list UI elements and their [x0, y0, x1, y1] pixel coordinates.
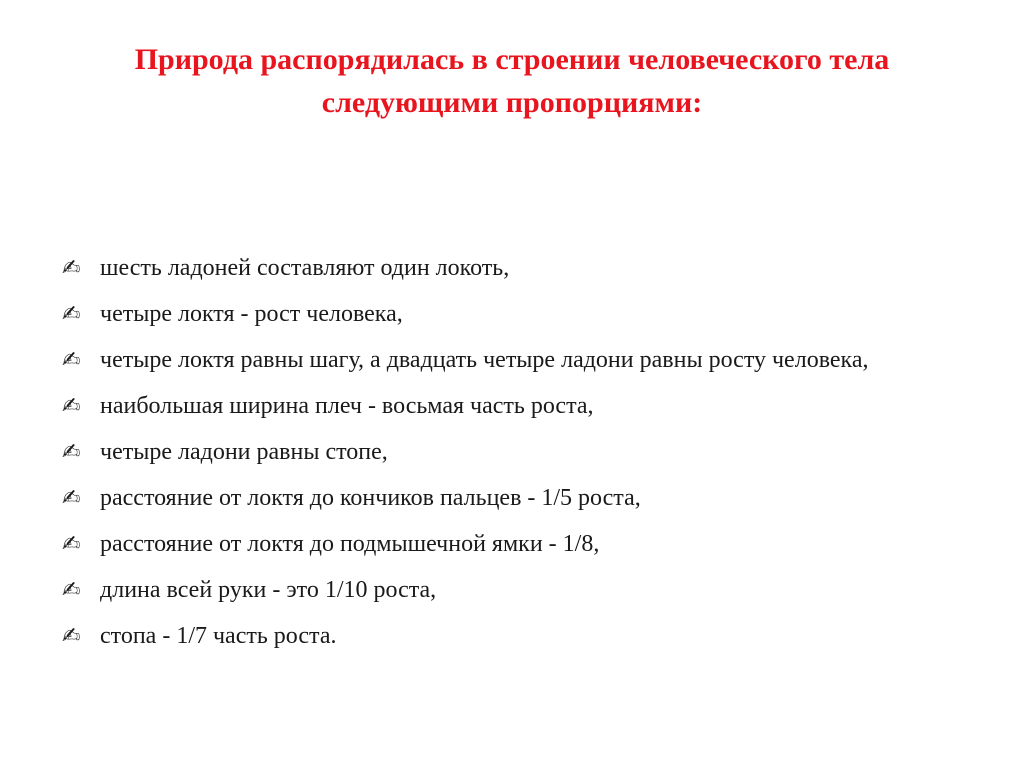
writing-hand-icon: ✍ — [62, 624, 81, 649]
writing-hand-icon: ✍ — [62, 532, 81, 557]
list-item-text: шесть ладоней составляют один локоть, — [100, 255, 510, 281]
list-item — [62, 342, 962, 378]
list-item-text: стопа - 1/7 часть роста. — [100, 623, 337, 649]
list-item-text: расстояние от локтя до кончиков пальцев - 1/5 роста, — [100, 485, 641, 511]
writing-hand-icon: ✍ — [62, 486, 81, 511]
list-item-text: наибольшая ширина плеч - восьмая часть роста, — [100, 393, 594, 419]
list-item — [62, 526, 962, 562]
title-line-1: Природа распорядилась в строении человеческого тела — [134, 43, 890, 76]
list-item — [62, 250, 962, 286]
list-item — [62, 618, 962, 654]
list-item-text: четыре локтя равны шагу, а двадцать четыре ладони равны росту человека, — [100, 347, 869, 373]
list-item — [62, 480, 962, 516]
slide-title — [40, 38, 984, 124]
writing-hand-icon: ✍ — [62, 302, 81, 327]
list-item — [62, 388, 962, 424]
list-item — [62, 296, 962, 332]
proportions-list — [62, 250, 962, 664]
writing-hand-icon: ✍ — [62, 348, 81, 373]
writing-hand-icon: ✍ — [62, 440, 81, 465]
writing-hand-icon: ✍ — [62, 578, 81, 603]
list-item-text: четыре локтя - рост человека, — [100, 301, 403, 327]
list-item — [62, 572, 962, 608]
list-item-text: длина всей руки - это 1/10 роста, — [100, 577, 437, 603]
list-item-text: четыре ладони равны стопе, — [100, 439, 388, 465]
writing-hand-icon: ✍ — [62, 256, 81, 281]
list-item — [62, 434, 962, 470]
list-item-text: расстояние от локтя до подмышечной ямки - 1/8, — [100, 531, 600, 557]
writing-hand-icon: ✍ — [62, 394, 81, 419]
title-line-2: следующими пропорциями: — [321, 86, 703, 119]
